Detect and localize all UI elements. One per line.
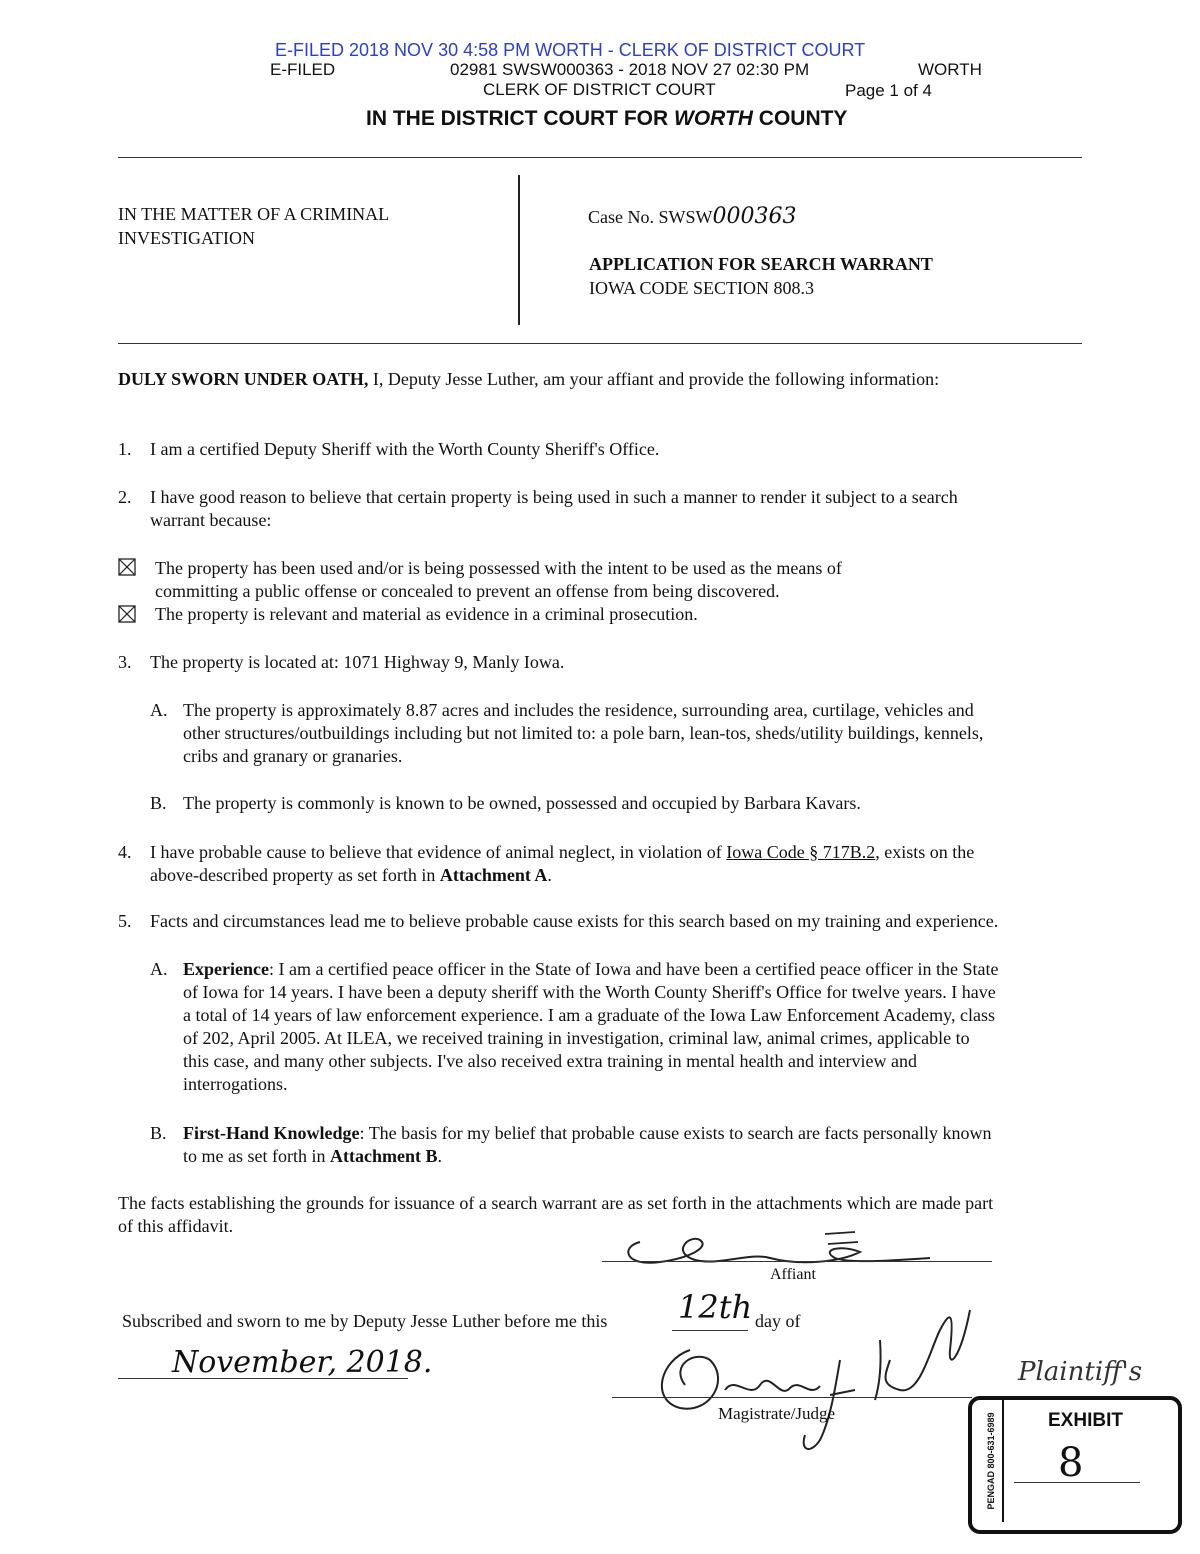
item-3a-number: A. — [150, 700, 168, 720]
matter-line-2: INVESTIGATION — [118, 228, 255, 248]
closing-line-1: The facts establishing the grounds for issuance of a search warrant are as set forth in the attachments which are made part — [118, 1193, 994, 1213]
checkbox-1[interactable] — [118, 558, 136, 576]
item-5a-line-1-text: : I am a certified peace officer in the State of Iowa and have been a certified peace officer in the State — [268, 959, 999, 979]
affiant-label: Affiant — [770, 1266, 816, 1283]
court-prefix: IN THE DISTRICT COURT FOR — [366, 107, 674, 130]
exhibit-vendor: PENGAD 800-631-6989 — [986, 1412, 996, 1510]
judge-signature — [630, 1290, 990, 1460]
judge-line — [612, 1397, 972, 1398]
item-2-line-1: I have good reason to believe that certain property is being used in such a manner to render it subject to a search — [150, 487, 958, 507]
sworn-statement — [122, 1310, 607, 1333]
first-hand-label: First-Hand Knowledge — [183, 1123, 360, 1143]
item-1-text: I am a certified Deputy Sheriff with the Worth County Sheriff's Office. — [150, 439, 660, 459]
caption-divider — [518, 175, 520, 325]
attachment-a: Attachment A — [439, 865, 548, 885]
oath-lead: DULY SWORN UNDER OATH, — [118, 369, 369, 389]
item-3-number: 3. — [118, 652, 132, 672]
code-section: IOWA CODE SECTION 808.3 — [589, 278, 814, 298]
clerk-label: CLERK OF DISTRICT COURT — [483, 80, 716, 99]
court-county: WORTH — [674, 107, 753, 130]
item-3a-line-2: other structures/outbuildings including but not limited to: a pole barn, lean-tos, sheds/utility buildings, kennels, — [183, 723, 984, 743]
case-handwritten: 000363 — [712, 204, 797, 229]
item-5a-line-4: of 202, April 2005. At ILEA, we received training in investigation, criminal law, animal crimes, applicable to — [183, 1028, 970, 1048]
closing-line-2: of this affidavit. — [118, 1216, 234, 1236]
item-4-line-2 — [150, 864, 552, 887]
item-5a-line-6: interrogations. — [183, 1074, 288, 1094]
page-number: Page 1 of 4 — [845, 81, 932, 100]
item-4-line-1 — [150, 841, 974, 864]
item-3-text: The property is located at: 1071 Highway 9, Manly Iowa. — [150, 652, 565, 672]
checkbox-2-text: The property is relevant and material as evidence in a criminal prosecution. — [155, 604, 698, 624]
divider-top — [118, 157, 1082, 158]
item-2-number: 2. — [118, 487, 132, 507]
item-3a-line-3: cribs and granary or granaries. — [183, 746, 403, 766]
doc-title: APPLICATION FOR SEARCH WARRANT — [589, 254, 933, 274]
exhibit-sticker — [968, 1396, 1182, 1534]
efiled-county: WORTH — [918, 60, 982, 79]
item-5-number: 5. — [118, 911, 132, 931]
month-line — [118, 1378, 408, 1379]
checkbox-1-line-2: committing a public offense or concealed to prevent an offense from being discovered. — [155, 581, 780, 601]
item-5a-number: A. — [150, 959, 168, 979]
court-suffix: COUNTY — [752, 107, 848, 130]
item-3a-line-1: The property is approximately 8.87 acres and includes the residence, surrounding area, curtilage, vehicles and — [183, 700, 974, 720]
judge-label: Magistrate/Judge — [718, 1404, 836, 1423]
checkbox-1-line-1: The property has been used and/or is being possessed with the intent to be used as the means of — [155, 558, 842, 578]
experience-label: Experience — [183, 959, 269, 979]
month-year: November, 2018. — [172, 1345, 433, 1380]
exhibit-title: EXHIBIT — [1048, 1410, 1123, 1431]
efiled-left: E-FILED — [270, 60, 336, 79]
item-5b-line-2-post: . — [437, 1146, 442, 1166]
exhibit-line — [1014, 1482, 1140, 1483]
checkbox-2[interactable] — [118, 605, 136, 623]
item-5b-line-2 — [183, 1145, 442, 1168]
item-5b-line-1 — [183, 1122, 991, 1145]
exhibit-number: 8 — [1058, 1440, 1084, 1486]
divider-bottom — [118, 343, 1082, 344]
item-5a-line-2: of Iowa for 14 years. I have been a deputy sheriff with the Worth County Sheriff's Office for twelve years. I have — [183, 982, 996, 1002]
item-5b-line-1-text: : The basis for my belief that probable cause exists to search are facts personally known — [359, 1123, 992, 1143]
efiled-case: 02981 SWSW000363 - 2018 NOV 27 02:30 PM — [450, 60, 810, 79]
exhibit-vendor-strip — [982, 1408, 1000, 1522]
plaintiffs-label: Plaintiff's — [1018, 1357, 1143, 1387]
sworn-post: day of — [755, 1311, 801, 1331]
item-4-line-2-post: . — [547, 865, 552, 885]
matter-line-1: IN THE MATTER OF A CRIMINAL — [118, 204, 390, 224]
item-4-line-1-pre: I have probable cause to believe that evidence of animal neglect, in violation of — [150, 842, 727, 862]
iowa-code-link: Iowa Code § 717B.2 — [726, 842, 876, 862]
affiant-line — [602, 1261, 992, 1262]
sworn-day: 12th — [678, 1288, 753, 1326]
item-2-line-2: warrant because: — [150, 510, 272, 530]
efiled-stamp: E-FILED 2018 NOV 30 4:58 PM WORTH - CLERK OF DISTRICT COURT — [275, 40, 866, 60]
attachment-b: Attachment B — [329, 1146, 438, 1166]
item-5a-line-1 — [183, 958, 998, 981]
item-5b-number: B. — [150, 1123, 167, 1143]
item-1-number: 1. — [118, 439, 132, 459]
case-number — [588, 205, 796, 229]
oath-statement — [118, 368, 939, 391]
exhibit-divider — [1002, 1400, 1004, 1522]
item-3b-text: The property is commonly is known to be owned, possessed and occupied by Barbara Kavars. — [183, 793, 861, 813]
case-label: Case No. SWSW — [588, 207, 713, 227]
sworn-pre: Subscribed and sworn to me by Deputy Jesse Luther before me this — [122, 1311, 608, 1331]
court-title — [366, 107, 847, 131]
item-3b-number: B. — [150, 793, 167, 813]
oath-rest: I, Deputy Jesse Luther, am your affiant and provide the following information: — [368, 369, 940, 389]
item-4-line-2-pre: above-described property as set forth in — [150, 865, 440, 885]
item-5b-line-2-pre: to me as set forth in — [183, 1146, 330, 1166]
item-4-line-1-post: , exists on the — [875, 842, 975, 862]
item-4-number: 4. — [118, 842, 132, 862]
item-5a-line-5: this case, and many other subjects. I've also received extra training in mental health and interview and — [183, 1051, 917, 1071]
item-5-text: Facts and circumstances lead me to believe probable cause exists for this search based on my training and experience. — [150, 911, 999, 931]
item-5a-line-3: a total of 14 years of law enforcement experience. I am a graduate of the Iowa Law Enforcement Academy, class — [183, 1005, 995, 1025]
